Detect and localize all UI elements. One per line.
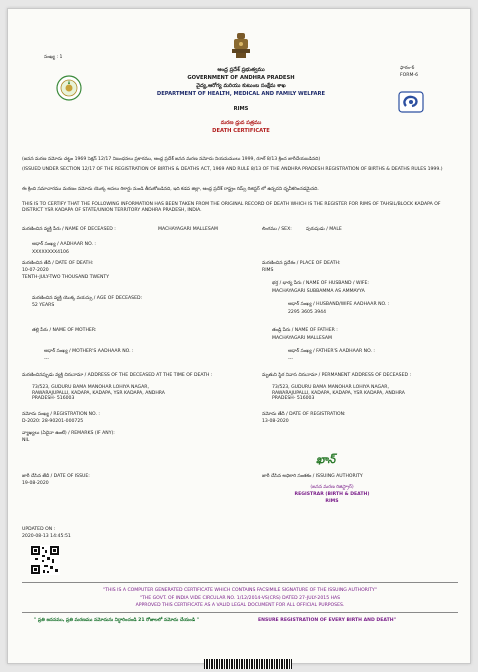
deceased-name-label: మరణించిన వ్యక్తి పేరు / NAME OF DECEASED : [22, 227, 116, 232]
footer-divider-2 [22, 612, 458, 613]
state-title-telugu: ఆంధ్ర ప్రదేశ్ ప్రభుత్వము [217, 67, 265, 73]
address-at-death-value: 73/523, GUDURU BAMA MANOHAR LOHIYA NAGAR, RAWARAJUPALLI, KADAPA, KADAPA, YSR KADAPA, ANDHRA PRADESH- 516003 [32, 385, 165, 402]
qr-code-icon [30, 545, 60, 575]
age-value: 52 YEARS [32, 303, 55, 308]
permanent-address-value: 73/523, GUDURU BAMA MANOHAR LOHIYA NAGAR, RAWARAJUPALLI, KADAPA, KADAPA, YSR KADAPA, ANDHRA PRADESH- 516003 [272, 385, 405, 402]
form-label-telugu: ఫారం-6 [400, 66, 415, 71]
issue-note-telugu: (జనన మరణ నమోదు చట్టం 1969 సెక్షన్ 12/17 నిబంధనలు ప్రకారము, ఆంధ్ర ప్రదేశ్ జనన మరణ నమోదు నియమములు 1999, రూల్ 8/13 క్రింద జారీచేయబడినది) [22, 157, 321, 162]
department-title-telugu: వైద్య,ఆరోగ్య మరియు కుటుంబ సంక్షేమ శాఖ [196, 83, 286, 89]
registration-number-value: D-2020: 28-90201-000725 [22, 419, 84, 424]
remarks-label: వ్యాఖ్యలు (ఏదైనా ఉంటే) / REMARKS (IF ANY): [22, 431, 115, 436]
registration-date-value: 13-08-2020 [262, 419, 289, 424]
spouse-name-value: MACHAYAGARI SUBBAMMA AS AMMAYYA [272, 289, 365, 294]
mother-aadhaar-value: --- [44, 357, 49, 362]
deceased-name-value: MACHAYAGARI MALLESAM [158, 227, 218, 232]
spouse-aadhaar-label: ఆధార్ సంఖ్య / HUSBAND/WIFE AADHAAR NO. : [288, 302, 390, 307]
andhra-pradesh-seal-icon [56, 75, 82, 101]
footer-computer-generated: "THIS IS A COMPUTER GENERATED CERTIFICATE WHICH CONTAINS FACSIMILE SIGNATURE OF THE ISSUING AUTHORITY" [103, 588, 377, 593]
date-of-death-words: TENTH-JULY-TWO THOUSAND TWENTY [22, 275, 110, 280]
father-aadhaar-value: --- [288, 357, 293, 362]
sex-label: లింగము / SEX: [262, 227, 292, 232]
certificate-title: DEATH CERTIFICATE [212, 128, 270, 134]
slogan-telugu: " ప్రతి జననము, ప్రతి మరణము నమోదును నిర్ధారించండి 21 రోజులలో నమోదు చేయండి " [34, 618, 199, 623]
updated-on-label: UPDATED ON : [22, 527, 56, 532]
spouse-name-label: భర్త / భార్య పేరు / NAME OF HUSBAND / WIFE: [272, 281, 369, 286]
place-of-death-label: మరణించిన ప్రదేశం / PLACE OF DEATH: [262, 261, 341, 266]
registration-date-label: నమోదు తేదీ / DATE OF REGISTRATION: [262, 412, 346, 417]
authority-signature: ఖాన్ [316, 453, 336, 466]
age-label: మరణించిన వ్యక్తి యొక్క వయస్సు / AGE OF DECEASED: [32, 296, 143, 301]
certificate-title-telugu: మరణ ధ్రువ పత్రము [220, 120, 262, 126]
remarks-value: NIL [22, 438, 30, 443]
spouse-aadhaar-value: 2295 3605 3944 [288, 310, 326, 315]
form-label: FORM-6 [400, 73, 418, 78]
serial-number: సంఖ్య : 1 [44, 55, 63, 60]
father-name-label: తండ్రి పేరు / NAME OF FATHER : [272, 328, 338, 333]
permanent-address-label: మృతుని స్థిర నివాస చిరునామా / PERMANENT ADDRESS OF DECEASED : [262, 373, 412, 378]
rims-label: RIMS [233, 106, 249, 112]
footer-divider [22, 582, 458, 583]
certify-note: THIS IS TO CERTIFY THAT THE FOLLOWING INFORMATION HAS BEEN TAKEN FROM THE ORIGINAL RECORD OF DEATH WHICH IS THE REGISTER FOR RIMS OF TAHSIL/BLOCK KADAPA OF DISTRICT YSR KADAPA OF STATE/UNION TERRITORY ANDHRA PRADESH, INDIA. [22, 202, 441, 213]
barcode [204, 659, 292, 669]
registration-number-label: నమోదు సంఖ్య / REGISTRATION NO. : [22, 412, 100, 417]
date-of-issue-label: జారీ చేసిన తేదీ / DATE OF ISSUE: [22, 474, 90, 479]
stamp-registrar: REGISTRAR (BIRTH & DEATH) [294, 492, 370, 497]
slogan: ENSURE REGISTRATION OF EVERY BIRTH AND DEATH" [258, 618, 396, 623]
date-of-death-value: 10-07-2020 [22, 268, 49, 273]
death-certificate-page [7, 8, 471, 664]
date-of-death-label: మరణించిన తేదీ / DATE OF DEATH: [22, 261, 94, 266]
father-name-value: MACHAYAGARI MALLESAM [272, 336, 332, 341]
father-aadhaar-label: ఆధార్ సంఖ్య / FATHER'S AADHAAR NO. : [288, 349, 375, 354]
updated-on-value: 2020-08-13 14:45:51 [22, 534, 71, 539]
stamp-rims: RIMS [325, 499, 339, 504]
certify-note-telugu: ఈ క్రింది సమాచారము మరణం నమోదు యొక్క అసలు రికార్డు నుండి తీసుకోబడినది, ఇది కడప జిల్లా, ఆంధ్ర ప్రదేశ్ రాష్ట్రం రిమ్స్ రిజిస్టర్ లో ఉన్నదని ధృవీకరించడమైనది. [22, 187, 319, 192]
state-emblem-icon [230, 31, 252, 61]
mother-name-label: తల్లి పేరు / NAME OF MOTHER: [32, 328, 97, 333]
department-title: DEPARTMENT OF HEALTH, MEDICAL AND FAMILY WELFARE [156, 91, 326, 97]
crs-logo-icon [398, 91, 424, 113]
mother-aadhaar-label: ఆధార్ సంఖ్య / MOTHER'S AADHAAR NO. : [44, 349, 134, 354]
date-of-issue-value: 19-08-2020 [22, 481, 49, 486]
issue-note: (ISSUED UNDER SECTION 12/17 OF THE REGISTRATION OF BIRTHS & DEATHS ACT, 1969 AND RULE 8/13 OF THE ANDHRA PRADESH REGISTRATION OF BIRTHS & DEATHS RULES 1999.) [22, 167, 443, 172]
government-title: GOVERNMENT OF ANDHRA PRADESH [187, 75, 295, 81]
footer-circular: "THE GOVT. OF INDIA VIDE CIRCULAR NO. 1/12/2014-VS(CRS) DATED 27-JULY-2015 HAS [139, 596, 341, 601]
issuing-authority-label: జారీ చేసిన అధికారి సంతకం / ISSUING AUTHORITY [262, 474, 363, 479]
footer-approval: APPROVED THIS CERTIFICATE AS A VALID LEGAL DOCUMENT FOR ALL OFFICIAL PURPOSES. [135, 603, 345, 608]
aadhaar-value: XXXXXXXX4106 [32, 250, 69, 255]
aadhaar-label: ఆధార్ సంఖ్య / AADHAAR NO. : [32, 242, 96, 247]
place-of-death-value: RIMS [262, 268, 274, 273]
stamp-telugu: (జనన మరణ రిజిస్ట్రార్) [310, 485, 354, 490]
address-at-death-label: మరణించినప్పుడు వ్యక్తి చిరునామా / ADDRESS OF THE DECEASED AT THE TIME OF DEATH : [22, 373, 213, 378]
sex-value: పురుషుడు / MALE [306, 227, 342, 232]
